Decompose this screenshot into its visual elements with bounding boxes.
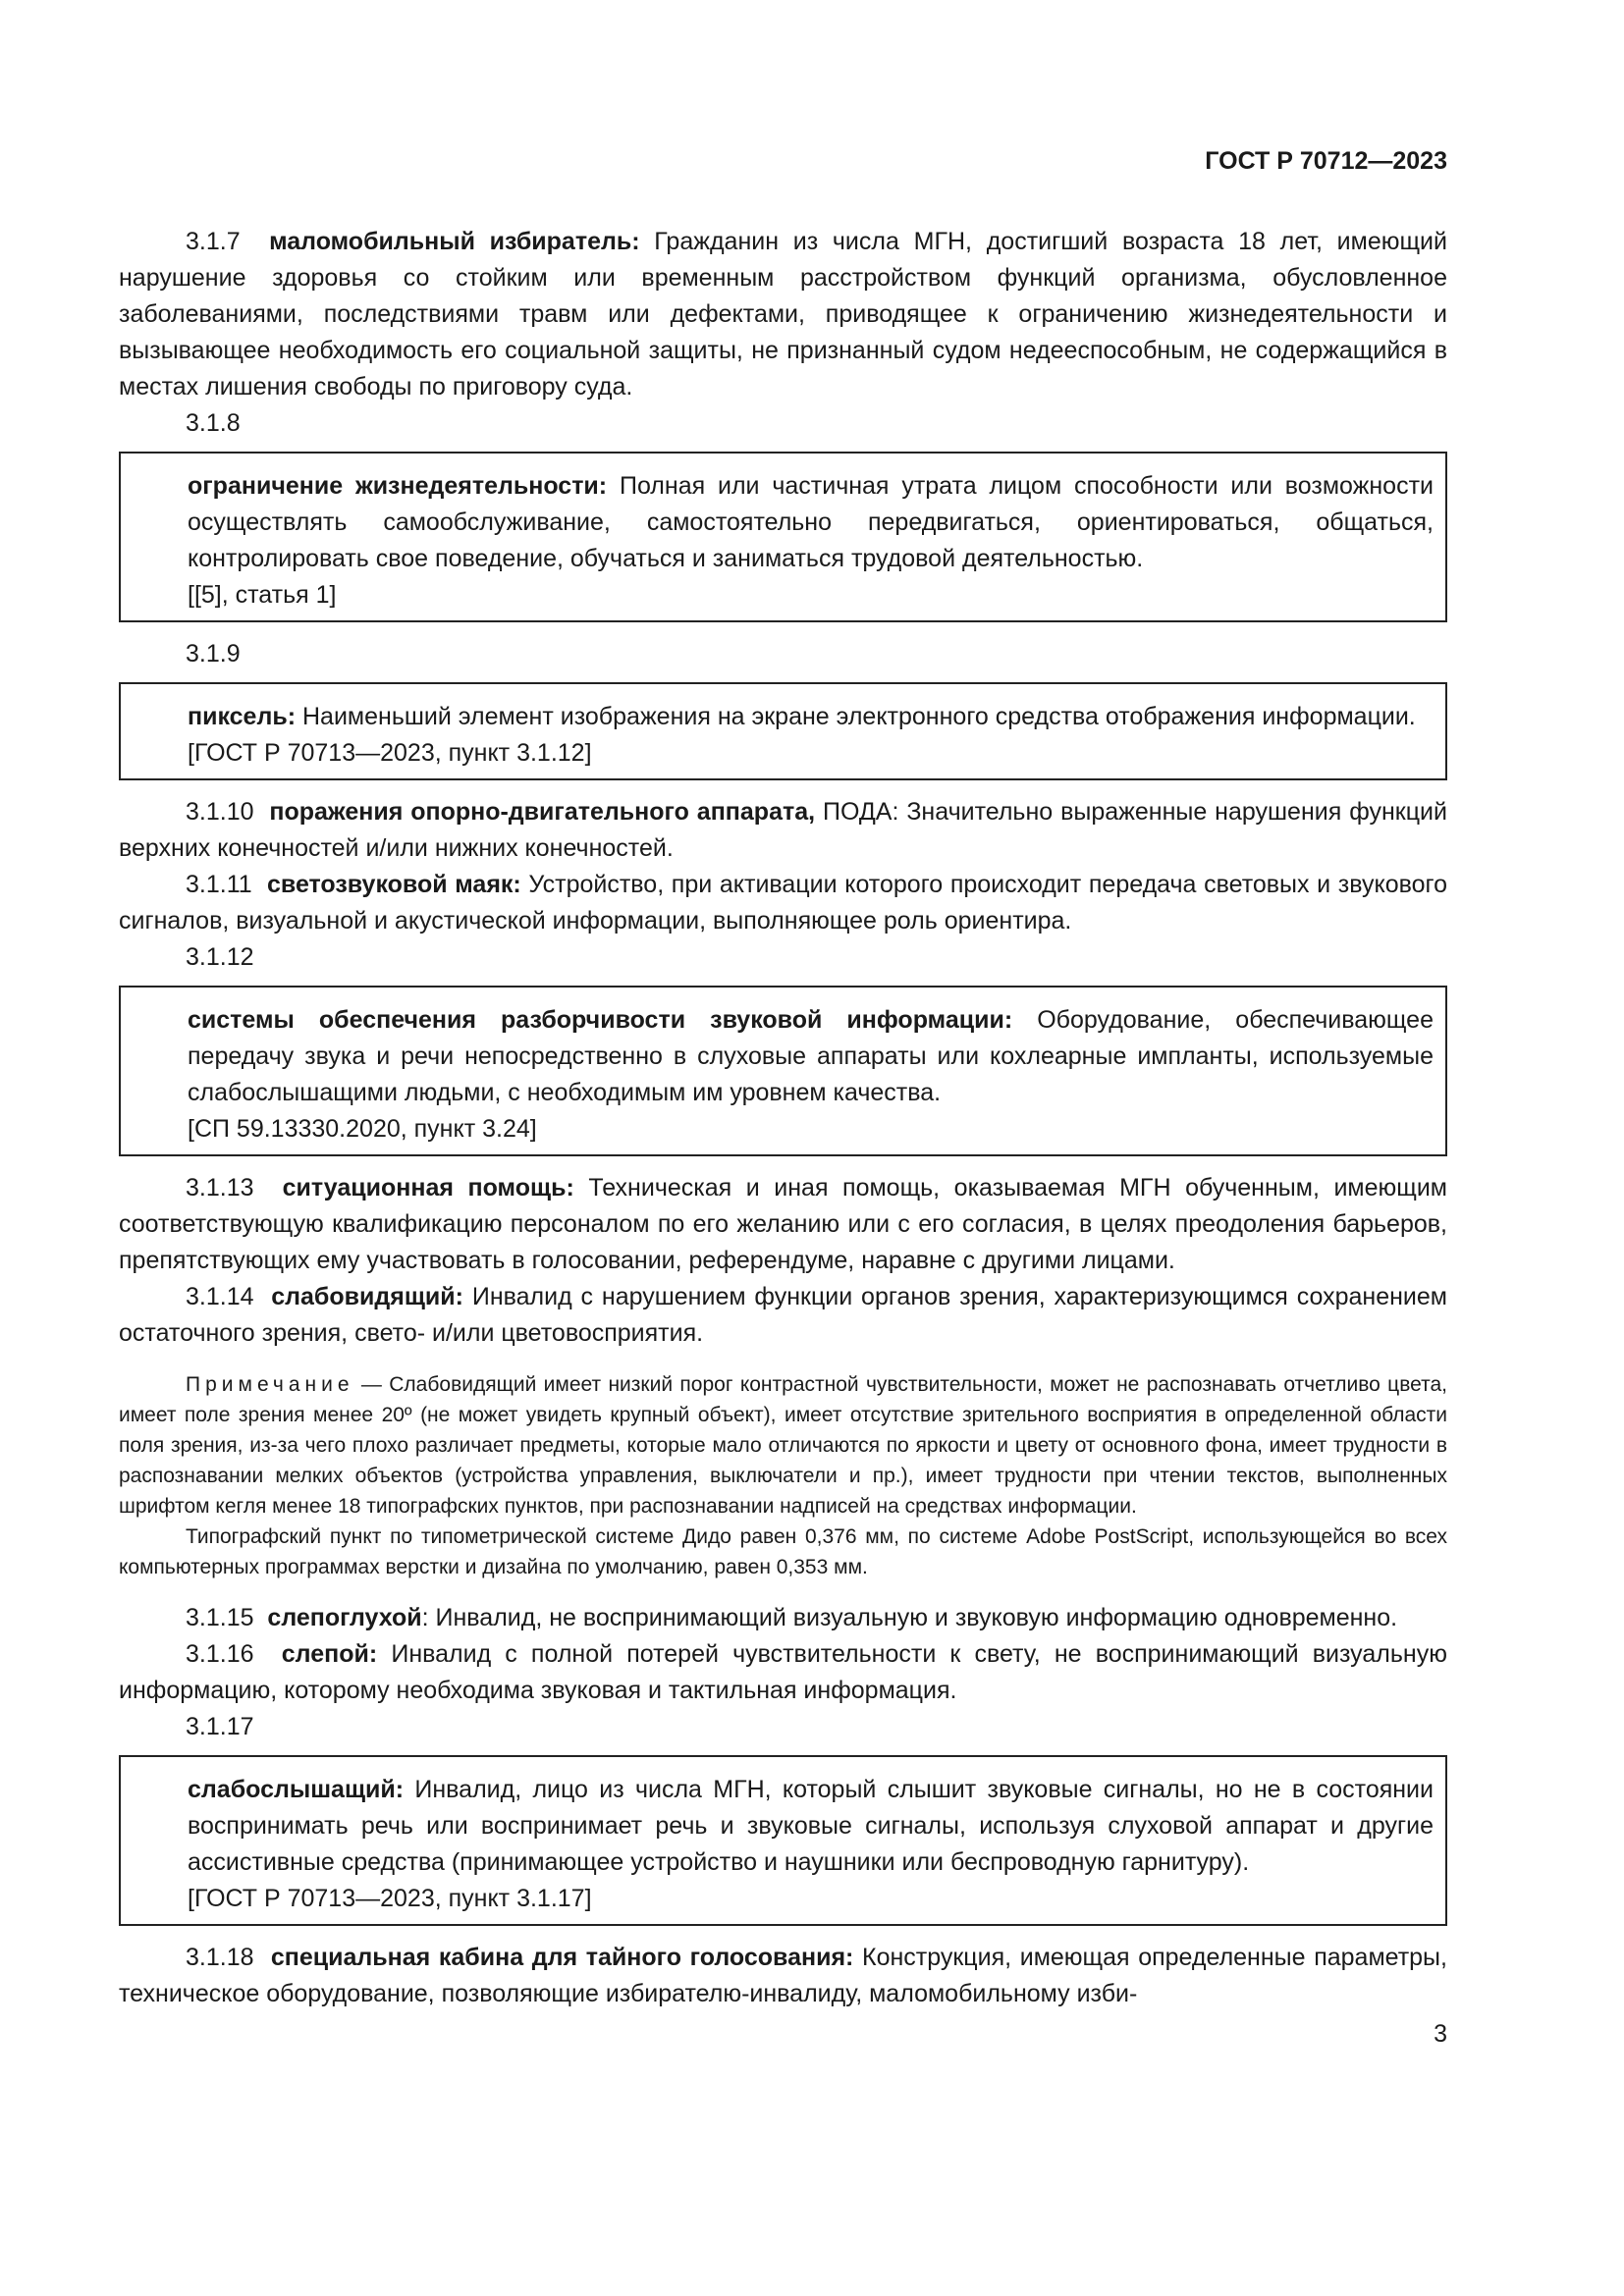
term-number: 3.1.13 (186, 1174, 254, 1201)
note-paragraph-2: Типографский пункт по типометрической системе Дидо равен 0,376 мм, по системе Adobe PostScript, использующейся во всех компьютерных программах верстки и дизайна по умолчанию, равен 0,353 мм. (119, 1525, 1447, 1578)
term-definition: Инвалид с полной потерей чувствительности к свету, не воспринимающий визуальную информацию, которому необходима звуковая и тактильная информация. (119, 1640, 1447, 1704)
term-definition: : Инвалид, не воспринимающий визуальную и звуковую информацию одновременно. (421, 1604, 1398, 1631)
term-3-1-10 (119, 794, 1447, 867)
page-number: 3 (1434, 2020, 1447, 2048)
term-number: 3.1.17 (186, 1713, 254, 1740)
term-3-1-7 (119, 224, 1447, 405)
term-3-1-8 (188, 468, 1434, 577)
term-number: 3.1.7 (186, 228, 241, 255)
term-source: [[5], статья 1] (188, 581, 337, 609)
note-block (119, 1369, 1447, 1582)
term-definition: ПОДА: Значительно выраженные нарушения функций верхних конечностей и/или нижних конечностей. (119, 798, 1447, 862)
term-definition: Инвалид, лицо из числа МГН, который слышит звуковые сигналы, но не в состоянии воспринимать речь или воспринимает речь и звуковые сигналы, используя слуховой аппарат и другие ассистивные средства (принимающее устройство и наушники или беспроводную гарнитуру). (188, 1776, 1434, 1876)
term-number: 3.1.12 (186, 943, 254, 971)
term-3-1-11 (119, 867, 1447, 939)
term-3-1-15 (119, 1600, 1447, 1636)
term-title: поражения опорно-двигательного аппарата, (269, 798, 816, 826)
term-definition: Наименьший элемент изображения на экране электронного средства отображения информации. (296, 703, 1416, 730)
document-header: ГОСТ Р 70712—2023 (1205, 147, 1447, 175)
term-title: слепоглухой (267, 1604, 422, 1631)
term-title: ограничение жизнедеятельности: (188, 472, 608, 500)
term-box-3-1-9 (119, 682, 1447, 780)
term-3-1-14 (119, 1279, 1447, 1352)
term-definition: Конструкция, имеющая определенные параметры, техническое оборудование, позволяющие избирателю-инвалиду, маломобильному изби- (119, 1944, 1447, 2007)
term-title: пиксель: (188, 703, 297, 730)
term-definition: Гражданин из числа МГН, достигший возраста 18 лет, имеющий нарушение здоровья со стойким или временным расстройством функций организма, обусловленное заболеваниями, последствиями травм или дефектами, приводящее к ограничению жизнедеятельности и вызывающее необходимость его социальной защиты, не признанный судом недееспособным, не содержащийся в местах лишения свободы по приговору суда. (119, 228, 1447, 400)
term-definition: Полная или частичная утрата лицом способности или возможности осуществлять самообслуживание, самостоятельно передвигаться, ориентироваться, общаться, контролировать свое поведение, обучаться и заниматься трудовой деятельностью. (188, 472, 1435, 572)
term-title: слабовидящий: (271, 1283, 463, 1310)
term-box-3-1-8 (119, 452, 1447, 622)
term-3-1-16 (119, 1636, 1447, 1709)
term-definition: Техническая и иная помощь, оказываемая МГН обученным, имеющим соответствующую квалификацию персоналом по его желанию или с его согласия, в целях преодоления барьеров, препятствующих ему участвовать в голосовании, референдуме, наравне с другими лицами. (119, 1174, 1447, 1274)
term-source: [ГОСТ Р 70713—2023, пункт 3.1.17] (188, 1885, 592, 1912)
term-number: 3.1.18 (186, 1944, 254, 1971)
term-box-3-1-12 (119, 986, 1447, 1156)
term-number: 3.1.11 (186, 871, 252, 898)
term-number: 3.1.9 (186, 640, 241, 667)
term-title: светозвуковой маяк: (267, 871, 521, 898)
term-number: 3.1.8 (186, 409, 241, 437)
term-number: 3.1.10 (186, 798, 254, 826)
term-definition: Оборудование, обеспечивающее передачу звука и речи непосредственно в слуховые аппараты или кохлеарные импланты, используемые слабослышащими людьми, с необходимым им уровнем качества. (188, 1006, 1434, 1106)
term-3-1-13 (119, 1170, 1447, 1279)
term-title: слабослышащий: (188, 1776, 405, 1803)
term-3-1-17 (188, 1772, 1434, 1881)
note-paragraph (119, 1369, 1447, 1522)
term-source: [СП 59.13330.2020, пункт 3.24] (188, 1115, 537, 1143)
term-source: [ГОСТ Р 70713—2023, пункт 3.1.12] (188, 739, 592, 767)
term-title: ситуационная помощь: (282, 1174, 574, 1201)
note-label: Примечание (186, 1373, 354, 1396)
term-title: специальная кабина для тайного голосования: (270, 1944, 854, 1971)
term-3-1-12 (188, 1002, 1434, 1111)
term-number: 3.1.16 (186, 1640, 254, 1668)
term-3-1-18 (119, 1940, 1447, 2012)
term-box-3-1-17 (119, 1755, 1447, 1926)
term-title: маломобильный избиратель: (269, 228, 640, 255)
term-number: 3.1.14 (186, 1283, 254, 1310)
note-text: — Слабовидящий имеет низкий порог контрастной чувствительности, может не распознавать отчетливо цвета, имеет поле зрения менее 20º (не может увидеть крупный объект), имеет отсутствие зрительного восприятия в определенной области поля зрения, из-за чего плохо различает предметы, которые мало отличаются по яркости и цвету от основного фона, имеет трудности в распознавании мелких объектов (устройства управления, выключатели и пр.), имеет трудности при чтении текстов, выполненных шрифтом кегля менее 18 типографских пунктов, при распознавании надписей на средствах информации. (119, 1373, 1447, 1518)
term-title: системы обеспечения разборчивости звуковой информации: (188, 1006, 1013, 1034)
term-title: слепой: (281, 1640, 378, 1668)
term-definition: Инвалид с нарушением функции органов зрения, характеризующимся сохранением остаточного зрения, свето- и/или цветовосприятия. (119, 1283, 1447, 1347)
term-3-1-9 (188, 699, 1434, 735)
term-definition: Устройство, при активации которого происходит передача световых и звукового сигналов, визуальной и акустической информации, выполняющее роль ориентира. (119, 871, 1447, 934)
page-content (119, 224, 1447, 2012)
term-number: 3.1.15 (186, 1604, 254, 1631)
